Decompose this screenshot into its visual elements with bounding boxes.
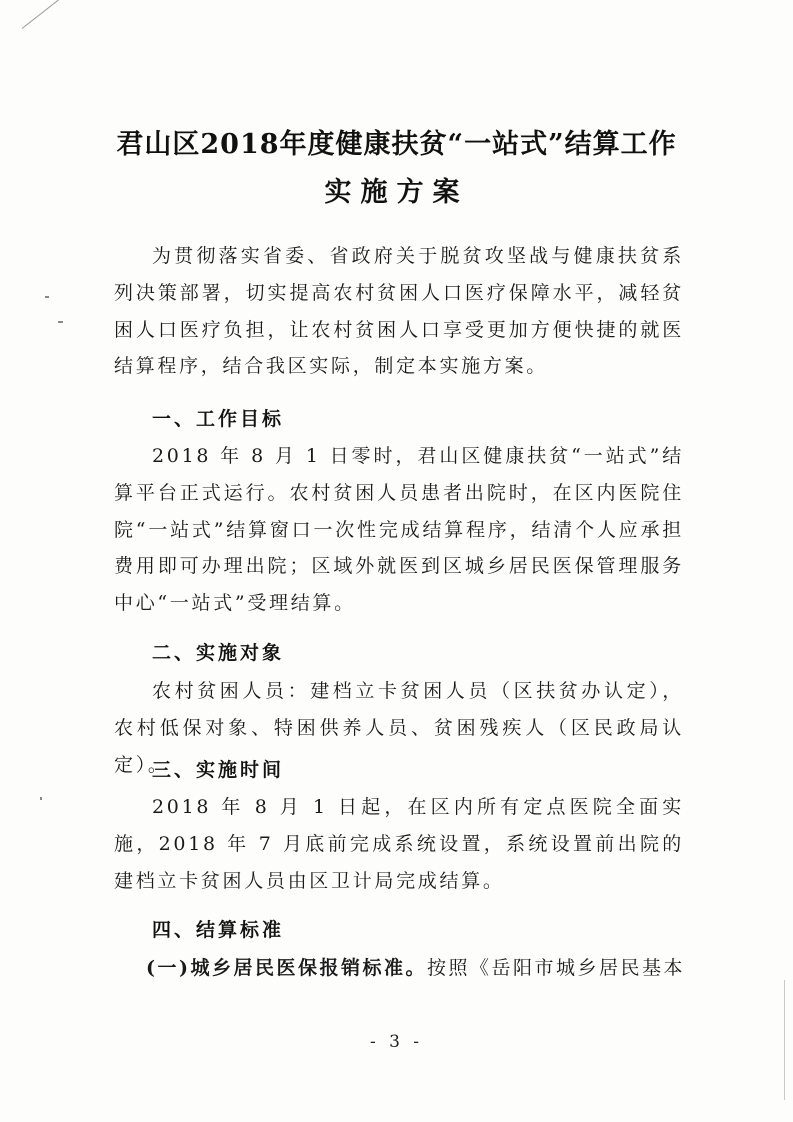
section-heading-targets: 二、实施对象	[152, 642, 285, 664]
scan-speck	[40, 797, 42, 800]
scan-speck	[45, 296, 49, 298]
page-number: - 3 -	[369, 1032, 424, 1052]
sub-heading-insurance-standard: (一)城乡居民医保报销标准。	[146, 957, 427, 979]
section-body-standards	[146, 953, 706, 980]
sub-body-insurance-standard: 按照《岳阳市城乡居民基本	[426, 957, 685, 979]
scan-artifact-line	[22, 0, 97, 29]
section-heading-timing: 三、实施时间	[152, 759, 285, 781]
scan-speck	[58, 321, 63, 323]
section-heading-goals: 一、工作目标	[152, 408, 285, 430]
document-title-line1: 君山区2018年度健康扶贫“一站式”结算工作	[116, 129, 677, 160]
document-title-line2: 实施方案	[324, 177, 469, 208]
section-heading-standards: 四、结算标准	[152, 919, 285, 941]
section-body-goals: 2018 年 8 月 1 日零时，君山区健康扶贫“一站式”结算平台正式运行。农村贫困人员患者出院时，在区内医院住院“一站式”结算窗口一次性完成结算程序，结清个人应承担费用即可办理出院；区域外就医到区城乡居民医保管理服务中心“一站式”受理结算。	[114, 445, 684, 615]
section-body-targets: 农村贫困人员：建档立卡贫困人员（区扶贫办认定），农村低保对象、特困供养人员、贫困残疾人（区民政局认定）。	[114, 680, 684, 776]
section-body-timing: 2018 年 8 月 1 日起，在区内所有定点医院全面实施，2018 年 7 月底前完成系统设置，系统设置前出院的建档立卡贫困人员由区卫计局完成结算。	[114, 796, 684, 892]
intro-paragraph: 为贯彻落实省委、省政府关于脱贫攻坚战与健康扶贫系列决策部署，切实提高农村贫困人口医疗保障水平，减轻贫困人口医疗负担，让农村贫困人口享受更加方便快捷的就医结算程序，结合我区实际，制定本实施方案。	[114, 245, 684, 378]
